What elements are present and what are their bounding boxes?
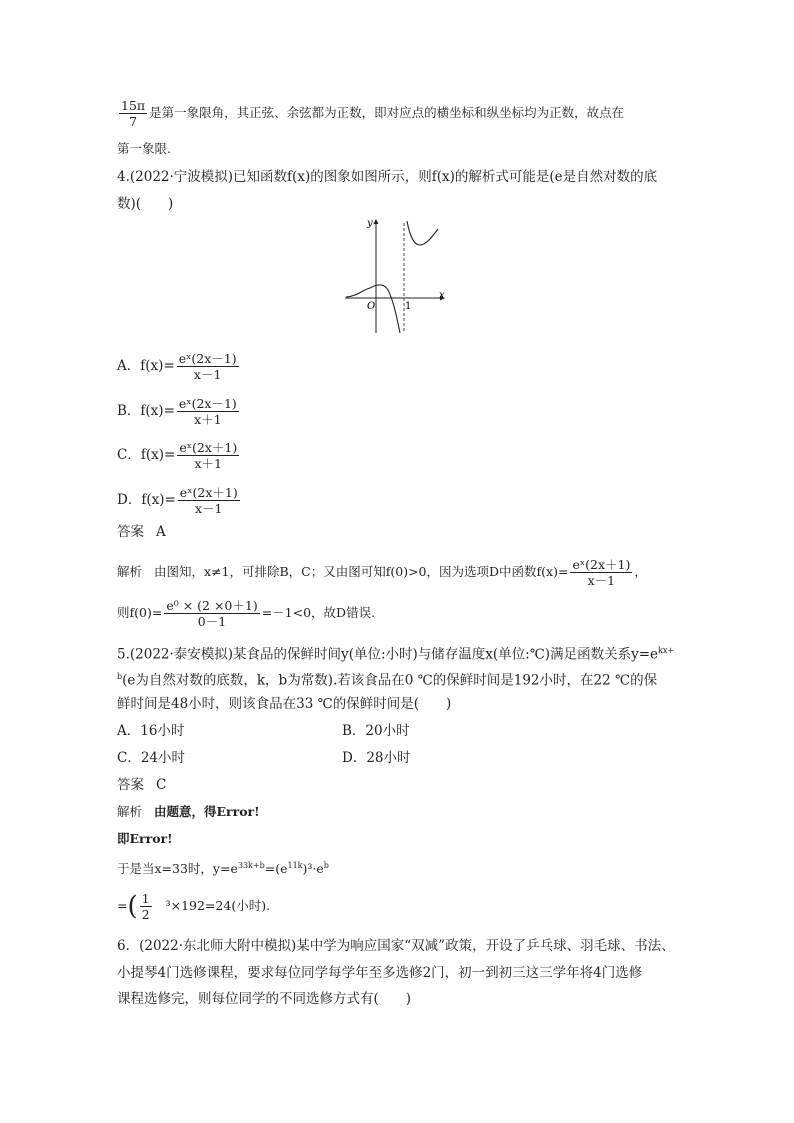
q5-analysis-line2: 即Error! [117,831,173,846]
fraction-denominator: x－1 [193,367,222,382]
q5-analysis-line4 [117,891,270,922]
tick-1-label: 1 [405,301,412,312]
analysis-text: =(e [264,861,288,877]
analysis-text: )³·e [302,861,324,877]
option-label: C． [117,447,141,463]
option-text: 20小时 [365,723,410,739]
option-label: A． [117,723,141,739]
fraction-numerator: eˣ(2x－1) [178,351,237,366]
q4-option-c [117,440,241,471]
analysis-label: 解析 [117,564,143,579]
q4-stem-line1: 4.(2022·宁波模拟)已知函数f(x)的图象如图所示，则f(x)的解析式可能是(e是自然对数的底 [117,169,658,185]
q4-option-b [117,396,241,427]
analysis-text: ³×192=24(小时). [165,898,271,913]
fraction-15pi-over-7 [119,98,147,129]
superscript: b [323,861,329,870]
option-fx: f(x)= [140,358,175,374]
answer-label: 答案 [117,777,144,793]
fraction-denominator: 2 [141,907,150,922]
fraction-denominator: 0－1 [197,614,227,629]
superscript: 11k [287,861,303,870]
q6-stem-line3: 课程选修完，则每位同学的不同选修方式有( ) [117,991,412,1007]
answer-value: A [156,524,166,540]
superscript: b [117,672,123,681]
q5-answer [117,775,166,795]
left-paren: ( [127,891,138,922]
x-axis-label: x [439,290,445,301]
option-fraction [177,440,239,471]
fraction-denominator: x－1 [587,573,616,588]
analysis-text-end: ， [634,564,647,579]
q4-stem-line2: 数)( ) [117,196,174,212]
q5-stem-line3: 鲜时间是48小时，则该食品在33 ℃的保鲜时间是( ) [117,696,452,712]
option-label: B． [342,723,366,739]
superscript: 33k+b [237,861,265,870]
origin-label: O [367,301,376,312]
fraction-numerator: eˣ(2x＋1) [572,557,631,572]
answer-value: C [156,777,167,793]
q6-stem-line2: 小提琴4门选修课程，要求每位同学每学年至多选修2门，初一到初三这三学年将4门选修 [117,965,643,981]
analysis-fraction [570,557,632,588]
analysis-text: 则f(0)= [117,605,163,620]
analysis-text-end: =－1<0，故D错误. [261,605,376,620]
q5-analysis-line1 [117,802,260,822]
q4-option-a [117,351,241,382]
option-text: 28小时 [366,750,411,766]
fraction-denominator: x＋1 [194,412,222,427]
y-axis-label: y [367,218,373,229]
q4-analysis-line2 [117,598,375,629]
option-text: 16小时 [140,723,185,739]
half-fraction [140,891,152,922]
curve-right-branch [407,221,438,245]
option-fraction [178,485,240,516]
option-fx: f(x)= [141,492,176,508]
fraction-denominator: x－1 [194,501,223,516]
option-fraction [177,351,239,382]
answer-label: 答案 [117,524,144,540]
stem-text: 5.(2022·泰安模拟)某食品的保鲜时间y(单位:小时)与储存温度x(单位:℃)满足函数关系y=e [117,646,658,663]
analysis-text: 由图知，x≠1，可排除B，C；又由图可知f(0)>0，因为选项D中函数f(x)= [154,564,569,579]
option-label: D． [342,750,367,766]
q5-option-c [117,748,185,768]
option-fx: f(x)= [140,403,175,419]
fraction-numerator: 15π [121,98,146,113]
option-fraction [177,396,239,427]
q4-answer [117,522,166,542]
q5-analysis-line3 [117,856,329,879]
prev-answer-text: 是第一象限角，其正弦、余弦都为正数，即对应点的横坐标和纵坐标均为正数，故点在 [149,105,625,120]
option-label: A． [117,358,141,374]
q5-option-a [117,721,184,741]
fraction-numerator: eˣ(2x－1) [178,396,237,411]
analysis-text: = [117,898,128,913]
q5-option-b [342,721,410,741]
q5-stem-line2 [117,667,657,691]
q4-option-d [117,485,242,516]
q5-option-d [342,748,411,768]
q5-stem-line1 [117,641,674,665]
fraction-denominator: 7 [129,114,138,129]
option-label: D． [117,492,142,508]
q6-stem-line1: 6．(2022·东北师大附中模拟)某中学为响应国家“双减”政策，开设了乒乓球、羽毛球、书法、 [117,938,675,954]
prev-answer-line2: 第一象限. [117,141,171,156]
prev-answer-line1 [117,98,624,129]
stem-text: (e为自然对数的底数，k，b为常数).若该食品在0 ℃的保鲜时间是192小时，在22 ℃的保 [122,672,658,689]
analysis-label: 解析 [117,804,143,819]
fraction-denominator: x＋1 [194,456,223,471]
option-label: C． [117,750,141,766]
fraction-numerator: eˣ(2x＋1) [179,440,238,455]
y-axis-arrow [374,219,379,224]
analysis-text: 由题意，得Error! [154,804,260,819]
option-text: 24小时 [140,750,186,766]
fraction-numerator: e⁰ × (2 ×0＋1) [166,598,258,613]
superscript: kx+ [658,646,675,655]
analysis-fraction [164,598,259,629]
q4-analysis-line1 [117,557,647,588]
fraction-numerator: eˣ(2x＋1) [179,485,238,500]
option-fx: f(x)= [140,447,176,463]
analysis-text: 于是当x=33时，y=e [117,861,238,877]
q4-function-graph [340,215,450,335]
fraction-numerator: 1 [141,891,150,906]
option-label: B． [117,403,141,419]
